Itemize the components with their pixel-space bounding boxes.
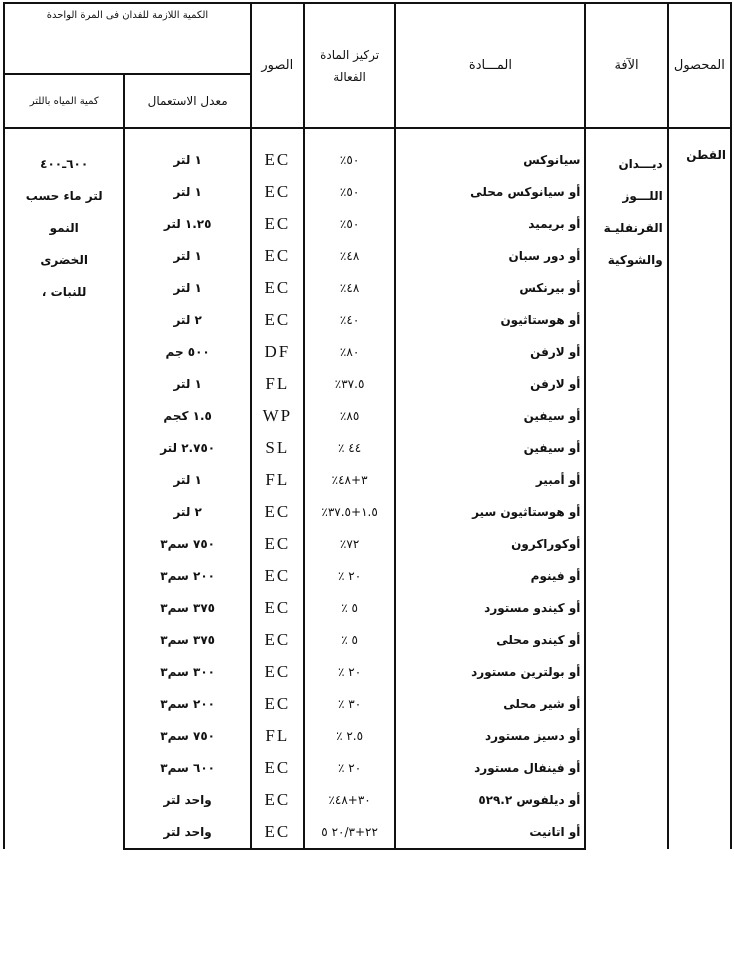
formulation-cell: EC	[251, 176, 304, 208]
table-row	[4, 144, 731, 176]
concentration-cell: ٨٥٪	[304, 400, 396, 432]
concentration-cell: ٤٨٪	[304, 240, 396, 272]
water-line: للنبات ،	[41, 285, 87, 299]
header-concentration: تركيز المادة الفعالة	[304, 3, 396, 128]
formulation-cell: EC	[251, 592, 304, 624]
concentration-cell: ٣٠ ٪	[304, 688, 396, 720]
usage-rate-cell: ١ لتر	[124, 464, 251, 496]
concentration-cell: ١.٥+٣٧.٥٪	[304, 496, 396, 528]
usage-rate-cell: واحد لتر	[124, 816, 251, 849]
formulation-cell: EC	[251, 624, 304, 656]
material-cell: أو فينفال مستورد	[395, 752, 585, 784]
usage-rate-cell: ٧٥٠ سم٣	[124, 528, 251, 560]
concentration-cell: ٣+٤٨٪	[304, 464, 396, 496]
usage-rate-cell: ١.٥ كجم	[124, 400, 251, 432]
concentration-cell: ٥ ٪	[304, 624, 396, 656]
material-cell: أو هوستاثيون	[395, 304, 585, 336]
usage-rate-cell: ١.٢٥ لتر	[124, 208, 251, 240]
header-material: المـــادة	[395, 3, 585, 128]
material-cell: أو دسيز مستورد	[395, 720, 585, 752]
formulation-cell: FL	[251, 368, 304, 400]
usage-rate-cell: ١ لتر	[124, 368, 251, 400]
concentration-cell: ٤٤ ٪	[304, 432, 396, 464]
material-cell: أو بولترين مستورد	[395, 656, 585, 688]
pest-cell	[585, 144, 667, 849]
header-quantity-group: الكمية اللازمة للفدان فى المرة الواحدة	[4, 3, 251, 74]
usage-rate-cell: ٢.٧٥٠ لتر	[124, 432, 251, 464]
pest-line: ديـــدان	[618, 157, 663, 171]
crop-cell: القطن	[668, 144, 731, 849]
formulation-cell: EC	[251, 304, 304, 336]
formulation-cell: FL	[251, 464, 304, 496]
material-cell: أو بيرنكس	[395, 272, 585, 304]
usage-rate-cell: ١ لتر	[124, 144, 251, 176]
pest-line: والشوكية	[607, 253, 663, 267]
spacer-row	[4, 128, 731, 144]
formulation-cell: EC	[251, 656, 304, 688]
concentration-cell: ٥٠٪	[304, 144, 396, 176]
material-cell: أو لارفن	[395, 336, 585, 368]
material-cell: أو سيانوكس محلى	[395, 176, 585, 208]
formulation-cell: EC	[251, 496, 304, 528]
material-cell: أو سيفين	[395, 400, 585, 432]
formulation-cell: EC	[251, 208, 304, 240]
concentration-cell: ٥٠٪	[304, 176, 396, 208]
water-line: الخضرى	[40, 253, 88, 267]
concentration-cell: ٢٠ ٪	[304, 560, 396, 592]
header-usage-rate: معدل الاستعمال	[124, 74, 251, 128]
usage-rate-cell: ٧٥٠ سم٣	[124, 720, 251, 752]
formulation-cell: EC	[251, 816, 304, 849]
formulation-cell: SL	[251, 432, 304, 464]
usage-rate-cell: ٣٧٥ سم٣	[124, 624, 251, 656]
material-cell: أو دور سبان	[395, 240, 585, 272]
material-cell: أو شير محلى	[395, 688, 585, 720]
formulation-cell: EC	[251, 784, 304, 816]
concentration-cell: ٢٠ ٪	[304, 752, 396, 784]
concentration-cell: ٣٧.٥٪	[304, 368, 396, 400]
material-cell: أوكوراكرون	[395, 528, 585, 560]
pest-line: اللـــوز	[622, 189, 663, 203]
header-water-amount: كمية المياه باللتر	[4, 74, 124, 128]
usage-rate-cell: ٣٠٠ سم٣	[124, 656, 251, 688]
formulation-cell: EC	[251, 560, 304, 592]
water-line: ٦٠٠ـ٤٠٠	[40, 157, 89, 171]
material-cell: سيانوكس	[395, 144, 585, 176]
material-cell: أو سيفين	[395, 432, 585, 464]
formulation-cell: EC	[251, 752, 304, 784]
concentration-cell: ٢٠ ٪	[304, 656, 396, 688]
formulation-cell: FL	[251, 720, 304, 752]
concentration-cell: ٣٠+٤٨٪	[304, 784, 396, 816]
material-cell: أو ديلفوس ٥٢٩.٢	[395, 784, 585, 816]
concentration-cell: ٥٠٪	[304, 208, 396, 240]
material-cell: أو هوستاثيون سير	[395, 496, 585, 528]
usage-rate-cell: ٥٠٠ جم	[124, 336, 251, 368]
concentration-cell: ٨٠٪	[304, 336, 396, 368]
table-body	[4, 128, 731, 849]
concentration-cell: ٥ ٪	[304, 592, 396, 624]
concentration-cell: ٤٨٪	[304, 272, 396, 304]
formulation-cell: EC	[251, 240, 304, 272]
water-line: النمو	[49, 221, 79, 235]
pesticide-table	[3, 2, 732, 850]
material-cell: أو كيندو محلى	[395, 624, 585, 656]
material-cell: أو أمبير	[395, 464, 585, 496]
concentration-cell: ٢.٥ ٪	[304, 720, 396, 752]
material-cell: أو اتانيت	[395, 816, 585, 849]
header-pest: الآفة	[585, 3, 667, 128]
usage-rate-cell: ٦٠٠ سم٣	[124, 752, 251, 784]
water-line: لتر ماء حسب	[25, 189, 103, 203]
usage-rate-cell: ٢ لتر	[124, 304, 251, 336]
material-cell: أو بريميد	[395, 208, 585, 240]
header-formulation: الصور	[251, 3, 304, 128]
usage-rate-cell: ٢ لتر	[124, 496, 251, 528]
usage-rate-cell: ١ لتر	[124, 240, 251, 272]
formulation-cell: EC	[251, 528, 304, 560]
usage-rate-cell: واحد لتر	[124, 784, 251, 816]
usage-rate-cell: ٣٧٥ سم٣	[124, 592, 251, 624]
formulation-cell: EC	[251, 688, 304, 720]
concentration-cell: ٢٢+٢٠/٣ ٥	[304, 816, 396, 849]
material-cell: أو فينوم	[395, 560, 585, 592]
formulation-cell: EC	[251, 272, 304, 304]
material-cell: أو لارفن	[395, 368, 585, 400]
formulation-cell: EC	[251, 144, 304, 176]
usage-rate-cell: ٢٠٠ سم٣	[124, 560, 251, 592]
usage-rate-cell: ٢٠٠ سم٣	[124, 688, 251, 720]
water-amount-cell	[4, 144, 124, 849]
formulation-cell: WP	[251, 400, 304, 432]
header-crop: المحصول	[668, 3, 731, 128]
usage-rate-cell: ١ لتر	[124, 272, 251, 304]
concentration-cell: ٧٢٪	[304, 528, 396, 560]
concentration-cell: ٤٠٪	[304, 304, 396, 336]
pest-line: القرنفليـة	[603, 221, 663, 235]
usage-rate-cell: ١ لتر	[124, 176, 251, 208]
formulation-cell: DF	[251, 336, 304, 368]
table-header	[4, 3, 731, 128]
material-cell: أو كيندو مستورد	[395, 592, 585, 624]
